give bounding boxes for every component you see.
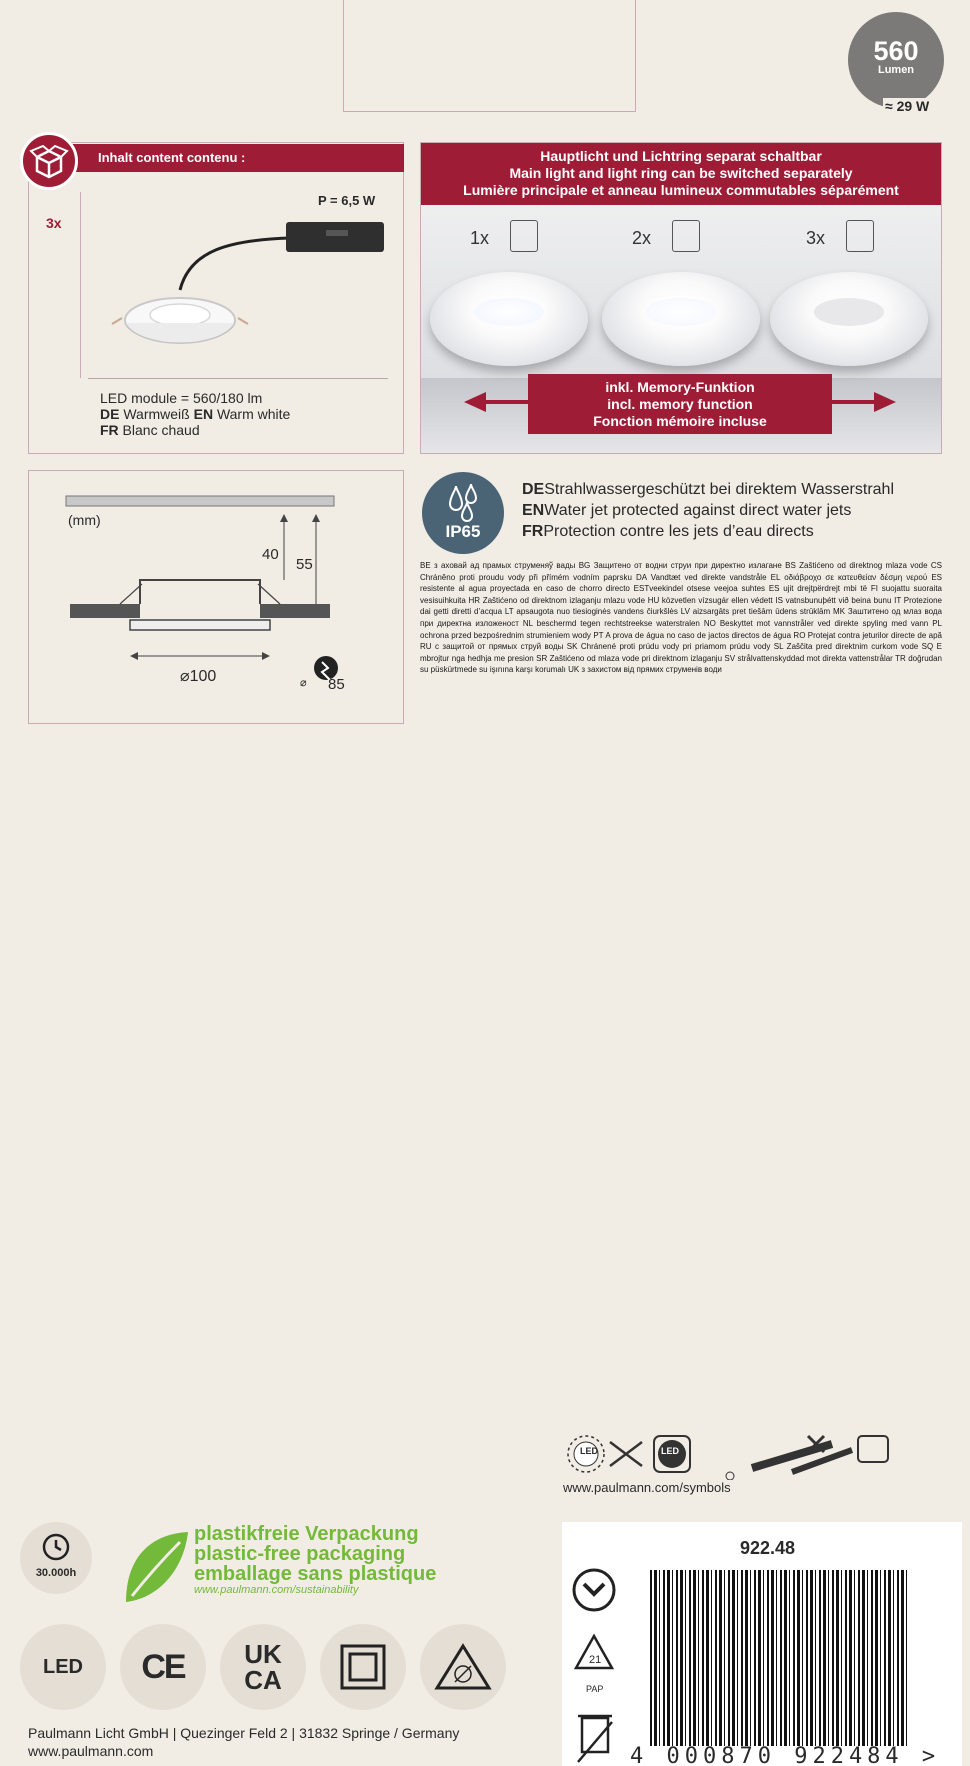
press-count-3: 3x — [806, 228, 826, 248]
ce-mark — [120, 1624, 206, 1710]
plastic-free-text — [194, 1524, 436, 1596]
barcode-digits: 4 000870 922484 > — [630, 1744, 941, 1766]
lumen-badge — [848, 12, 944, 108]
symbol-led-filled-text: LED — [661, 1446, 679, 1456]
clock-icon — [41, 1532, 71, 1562]
switch-hand-icon — [846, 220, 874, 252]
memory-fr: Fonction mémoire incluse — [593, 413, 767, 429]
ukca-mark — [220, 1624, 306, 1710]
module-description — [100, 390, 290, 438]
symbol-led-text: LED — [580, 1446, 598, 1456]
ip-label: IP65 — [445, 522, 481, 541]
dimension-drawing — [60, 492, 350, 692]
lang-code-en: EN — [193, 406, 214, 422]
color-de-text: Warmweiß — [119, 406, 194, 422]
lumen-value: 560 — [873, 36, 919, 66]
dim-cutout-symbol: ⌀ — [300, 677, 307, 689]
press-count-2: 2x — [632, 228, 652, 248]
quantity-label: 3x — [46, 215, 62, 231]
box-icon — [20, 132, 78, 190]
leaf-icon — [120, 1528, 192, 1608]
switch-header — [421, 143, 941, 205]
double-insulation-mark — [320, 1624, 406, 1710]
color-fr-text: Blanc chaud — [118, 422, 200, 438]
memory-en: incl. memory function — [607, 396, 753, 412]
lang-code-de: DE — [100, 406, 120, 422]
color-fr — [100, 422, 290, 438]
switch-header-en: Main light and light ring can be switched separately — [509, 165, 853, 181]
switch-hand-icon — [510, 220, 538, 252]
lifetime-hours: 30.000h — [35, 1567, 77, 1579]
switch-header-de: Hauptlicht und Lichtring separat schaltbar — [540, 148, 822, 164]
ip-translations: BE з аховай ад прамых струменяў вады BG Защитено от водни струи при директно излагане BS Zaštićeno od direktnog mlaza vode CS Chráněno proti proudu vody při přímém vodním paprsku DA Vandtæt ved direkte vandstråle EL οδιάβροχο σε κατευθείαν δέσμη νερού ES resistente al agua proyectada en caso de chorro directo ESTveekindel otsese veejoa suhtes ES ujit drejtpërdrejt mbi të FI suojattu suoraita vesisuihkuita HR Zaštićeno od direktnom izlaganju mlazu vode HU közvetlen vízsugár ellen védett IS vatnsbunuþétt við beina bunu IT Protezione dai getti diretti d’acqua LT apsaugota nuo tiesioginės vandens čiurkšlės LV aizsargāts pret tiešām ūdens strūklām MK Заштитено од млаз вода при директна изложеност NL beschermd tegen rechtstreekse waterstralen NO Beskyttet mot vannstråler ved direkte spyling med vann PL ochrona przed bezpośrednim strumieniem wody PT A prova de água no caso de jactos directos de água RO Protejat contra jeturilor directe de apă RU с защитой от прямых струй воды SK Chránené proti prúdu vody pri priamom prúdu vody SL Zaščita pred direktnim curkom vode SQ E mbrojtur nga hedhja me presion SR Zaštićeno od mlaza vode pri direktnom izlaganju SV strålvattenskyddad mot direkta vattenstrålar TR doğrudan su püskürtmede su işınına karşı korumalı UK з захистом від прямих струменів води — [420, 561, 942, 675]
color-de — [100, 406, 290, 422]
dim-unit: (mm) — [68, 512, 101, 528]
contents-divider — [88, 378, 388, 379]
plastic-fr: emballage sans plastique — [194, 1563, 437, 1585]
ip-fr-text: Protection contre les jets d’eau directs — [543, 523, 814, 540]
lang-code-fr: FR — [100, 422, 119, 438]
switch-hand-icon — [672, 220, 700, 252]
recycling-code: 21 — [589, 1654, 602, 1666]
recycling-icons — [570, 1566, 622, 1766]
led-mark — [20, 1624, 106, 1710]
ip65-icon — [422, 472, 504, 554]
ce-mark-label: CE — [141, 1647, 185, 1686]
switch-header-fr: Lumière principale et anneau lumineux commutables séparément — [463, 182, 899, 198]
packaging-window — [343, 0, 636, 112]
lumen-unit: Lumen — [877, 64, 915, 76]
article-number: 922.48 — [740, 1538, 796, 1558]
ip-en-text: Water jet protected against direct water jets — [544, 502, 852, 519]
warning-triangle-icon — [433, 1642, 493, 1692]
dim-height-outer: 55 — [296, 556, 313, 573]
contents-header: Inhalt content contenu : — [68, 144, 404, 172]
lamp-main-light — [430, 272, 588, 366]
company-info — [28, 1724, 459, 1760]
ukca-top: UK — [244, 1639, 282, 1669]
ip-fr-code: FR — [522, 523, 544, 540]
ip-de-code: DE — [522, 481, 545, 498]
symbols-url[interactable]: www.paulmann.com/symbols — [563, 1480, 731, 1495]
lamp-ring-only — [770, 272, 928, 366]
ip-en-code: EN — [522, 502, 545, 519]
led-mark-label: LED — [43, 1655, 83, 1678]
company-website[interactable]: www.paulmann.com — [28, 1743, 154, 1759]
module-line: LED module = 560/180 lm — [100, 390, 263, 406]
dim-diameter: ⌀100 — [180, 668, 217, 685]
power-label: P = 6,5 W — [318, 193, 376, 208]
ip-description — [522, 479, 894, 542]
double-square-icon — [338, 1642, 388, 1692]
lifetime-badge — [20, 1522, 92, 1594]
lamp-main-and-ring — [602, 272, 760, 366]
no-insulation-cover-mark — [420, 1624, 506, 1710]
press-count-1: 1x — [470, 228, 490, 248]
dim-cutout: 85 — [328, 676, 345, 693]
ip-de-text: Strahlwassergeschützt bei direktem Wasserstrahl — [544, 481, 894, 498]
memory-box — [528, 374, 832, 434]
recycling-material: PAP — [586, 1684, 604, 1694]
plastic-en: plastic-free packaging — [194, 1543, 406, 1565]
vertical-divider — [80, 192, 81, 378]
watt-equivalent: ≈ 29 W — [885, 98, 930, 114]
company-address: Paulmann Licht GmbH | Quezinger Feld 2 | 31832 Springe / Germany — [28, 1725, 460, 1741]
color-en-text: Warm white — [213, 406, 291, 422]
plastic-de: plastikfreie Verpackung — [194, 1523, 419, 1545]
downlight-illustration — [100, 210, 390, 360]
sustainability-url[interactable]: www.paulmann.com/sustainability — [194, 1584, 359, 1596]
symbol-icons — [562, 1432, 892, 1480]
barcode-bars — [650, 1570, 910, 1746]
dim-height-inner: 40 — [262, 546, 279, 563]
ukca-bottom: CA — [244, 1665, 282, 1695]
memory-de: inkl. Memory-Funktion — [605, 379, 755, 395]
